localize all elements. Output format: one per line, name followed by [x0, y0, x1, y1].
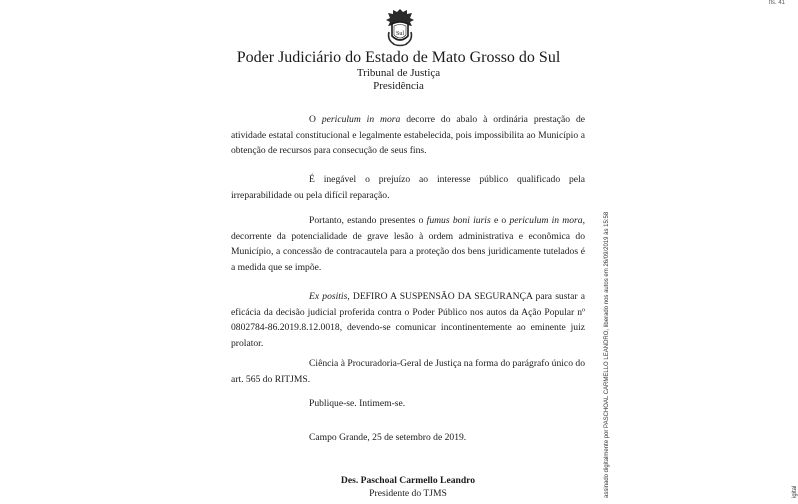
tribunal-subheading: Tribunal de Justiça: [356, 67, 441, 79]
edge-stamp-fragment: igital: [792, 485, 798, 498]
paragraph-publique: Publique-se. Intimem-se.: [309, 398, 406, 409]
paragraph-ciencia: Ciência à Procuradoria-Geral de Justiça na forma do parágrafo único do art. 565 do RITJMS.: [231, 358, 585, 385]
paragraph-decision: Ex positis, DEFIRO A SUSPENSÃO DA SEGURANÇA para sustar a eficácia da decisão judicial proferida contra o Poder Público nos autos da Ação Popular nº 0802784-86.2019.8.12.0018, devendo-se comunicar incontinentemente ao eminente juiz prolator.: [231, 291, 585, 349]
state-coat-of-arms-icon: [384, 8, 416, 48]
court-name-heading: Poder Judiciário do Estado de Mato Grosso do Sul: [236, 49, 561, 66]
paragraph-date-place: Campo Grande, 25 de setembro de 2019.: [309, 432, 467, 443]
signatory-role: Presidente do TJMS: [369, 488, 447, 499]
signatory-name: Des. Paschoal Carmello Leandro: [340, 475, 476, 486]
paragraph-prejuizo: É inegável o prejuízo ao interesse público qualificado pela irreparabilidade ou pela difícil reparação.: [231, 174, 585, 201]
presidency-subheading: Presidência: [373, 80, 424, 92]
page-number: fls. 41: [768, 0, 785, 6]
svg-text:Sul: Sul: [395, 31, 405, 37]
paragraph-portanto: Portanto, estando presentes o fumus boni iuris e o periculum in mora, decorrente da potencialidade de grave lesão à ordem administrativa e econômica do Município, a concessão de contracautela para a proteção dos bens juridicamente tutelados é a medida que se impõe.: [231, 215, 585, 273]
paragraph-periculum: O periculum in mora decorre do abalo à ordinária prestação de atividade estatal constitucional e legalmente estabelecida, pois impossibilita ao Município a obtenção de recursos para consecução de seus fins.: [231, 114, 586, 157]
digital-signature-stamp: assinado digitalmente por PASCHOAL CARMELLO LEANDRO, liberado nos autos em 26/09/2019 às 15:58: [604, 211, 610, 498]
